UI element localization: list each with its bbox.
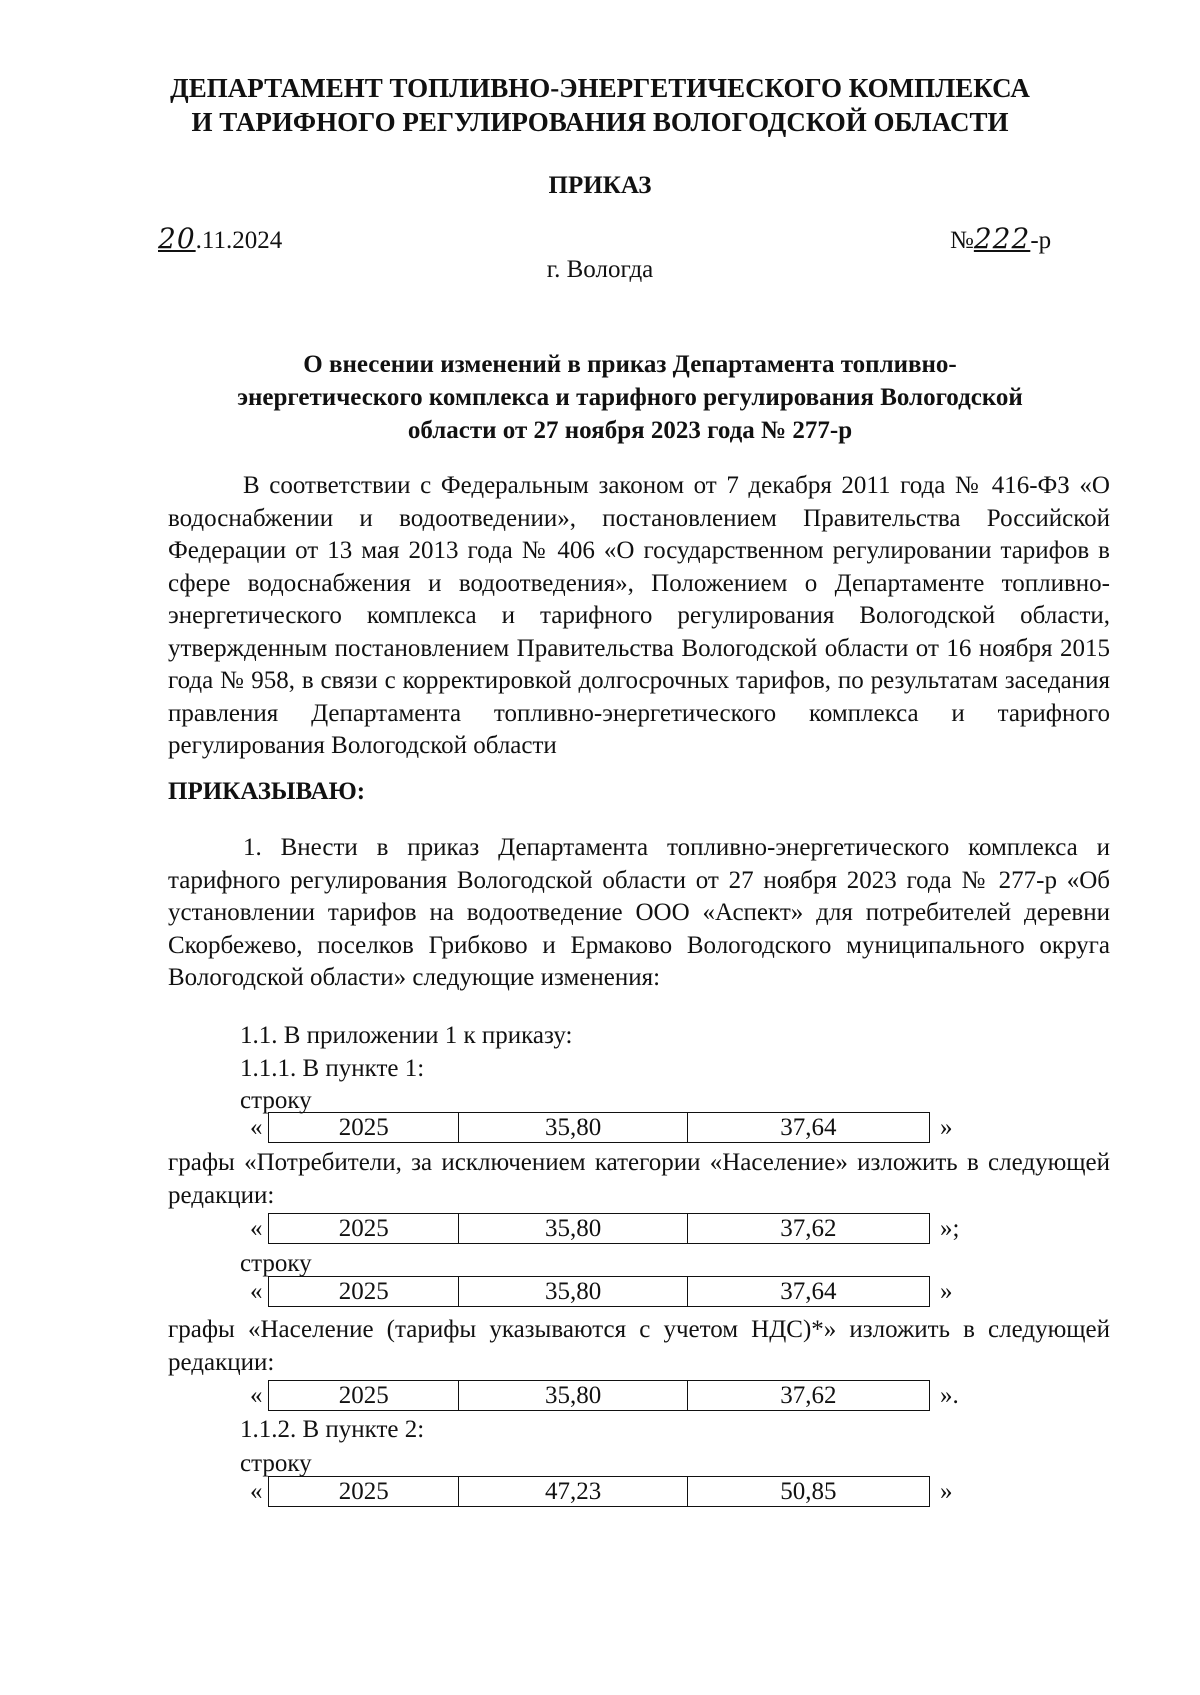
tariff-value-1: 35,80 — [459, 1381, 687, 1410]
handwritten-date-day: 20 — [158, 222, 196, 255]
quote-open: « — [250, 1215, 263, 1242]
quote-open: « — [250, 1278, 263, 1305]
quote-close: » — [940, 1278, 953, 1305]
tariff-value-2: 50,85 — [780, 1478, 837, 1505]
tariff-value-1: 47,23 — [459, 1477, 687, 1506]
department-name-line1: ДЕПАРТАМЕНТ ТОПЛИВНО-ЭНЕРГЕТИЧЕСКОГО КОМПЛЕКСА — [170, 73, 1030, 103]
quote-open: « — [250, 1382, 263, 1409]
tariff-value-1: 35,80 — [459, 1113, 687, 1142]
year-cell: 2025 — [269, 1381, 459, 1410]
tariff-table — [268, 1112, 930, 1143]
order-title-line2: энергетического комплекса и тарифного регулирования Вологодской — [237, 384, 1023, 411]
tariff-row — [250, 1276, 970, 1307]
item-1-text: 1. Внести в приказ Департамента топливно-энергетического комплекса и тарифного регулирования Вологодской области от 27 ноября 2023 года № 277-р «Об установлении тарифов на водоотведение ООО «Аспект» для потребителей деревни Скорбежево, поселков Грибково и Ермаково Вологодского муниципального округа Вологодской области» следующие изменения: — [168, 834, 1110, 991]
order-date — [158, 222, 282, 255]
number-sign: № — [950, 227, 974, 254]
item-1-1-1: 1.1.1. В пункте 1: — [240, 1055, 425, 1082]
year-cell: 2025 — [269, 1477, 459, 1506]
tariff-value-2: 37,64 — [780, 1114, 837, 1141]
tariff-row — [250, 1380, 970, 1411]
tariff-table — [268, 1213, 930, 1244]
tariff-value-2: 37,62 — [780, 1215, 837, 1242]
tariff-value-1: 35,80 — [459, 1214, 687, 1243]
item-1-1-2: 1.1.2. В пункте 2: — [240, 1416, 425, 1443]
quote-close: » — [940, 1114, 953, 1141]
tariff-value-1: 35,80 — [459, 1277, 687, 1306]
quote-close: ». — [940, 1382, 959, 1409]
order-number — [950, 222, 1051, 255]
city: г. Вологда — [546, 256, 654, 283]
number-suffix: -р — [1030, 227, 1052, 254]
grafy-1 — [168, 1147, 1110, 1212]
quote-open: « — [250, 1114, 263, 1141]
order-word: ПРИКАЗЫВАЮ: — [168, 778, 366, 805]
item-1 — [168, 832, 1110, 995]
preamble — [168, 470, 1110, 763]
tariff-table — [268, 1276, 930, 1307]
quote-close: » — [940, 1478, 953, 1505]
stroku-label: строку — [240, 1087, 312, 1114]
document-type: ПРИКАЗ — [548, 172, 652, 199]
preamble-text: В соответствии с Федеральным законом от 7 декабря 2011 года № 416-ФЗ «О водоснабжении и водоотведении», постановлением Правительства Российской Федерации от 13 мая 2013 года № 406 «О государственном регулировании тарифов в сфере водоснабжения и водоотведения», Положением о Департаменте топливно-энергетического комплекса и тарифного регулирования Вологодской области, утвержденным постановлением Правительства Вологодской области от 16 ноября 2015 года № 958, в связи с корректировкой долгосрочных тарифов, по результатам заседания правления Департамента топливно-энергетического комплекса и тарифного регулирования Вологодской области — [168, 472, 1110, 759]
year-cell: 2025 — [269, 1113, 459, 1142]
order-title-line1: О внесении изменений в приказ Департамента топливно- — [303, 351, 957, 378]
tariff-value-2: 37,64 — [780, 1278, 837, 1305]
tariff-table — [268, 1380, 930, 1411]
grafy-1-text: графы «Потребители, за исключением категории «Население» изложить в следующей редакции: — [168, 1149, 1110, 1209]
grafy-2 — [168, 1314, 1110, 1379]
stroku-label: строку — [240, 1250, 312, 1277]
year-cell: 2025 — [269, 1214, 459, 1243]
item-1-1: 1.1. В приложении 1 к приказу: — [240, 1022, 573, 1049]
stroku-label: строку — [240, 1450, 312, 1477]
tariff-row — [250, 1112, 970, 1143]
quote-open: « — [250, 1478, 263, 1505]
tariff-table — [268, 1476, 930, 1507]
year-cell: 2025 — [269, 1277, 459, 1306]
tariff-value-2: 37,62 — [780, 1382, 837, 1409]
department-name-line2: И ТАРИФНОГО РЕГУЛИРОВАНИЯ ВОЛОГОДСКОЙ ОБЛАСТИ — [191, 107, 1009, 137]
handwritten-order-number: 222 — [973, 222, 1031, 255]
tariff-row — [250, 1476, 970, 1507]
tariff-row — [250, 1213, 970, 1244]
order-title-line3: области от 27 ноября 2023 года № 277-р — [407, 417, 853, 444]
date-rest: .11.2024 — [195, 227, 283, 254]
grafy-2-text: графы «Население (тарифы указываются с учетом НДС)*» изложить в следующей редакции: — [168, 1316, 1110, 1376]
quote-close: »; — [940, 1215, 960, 1242]
